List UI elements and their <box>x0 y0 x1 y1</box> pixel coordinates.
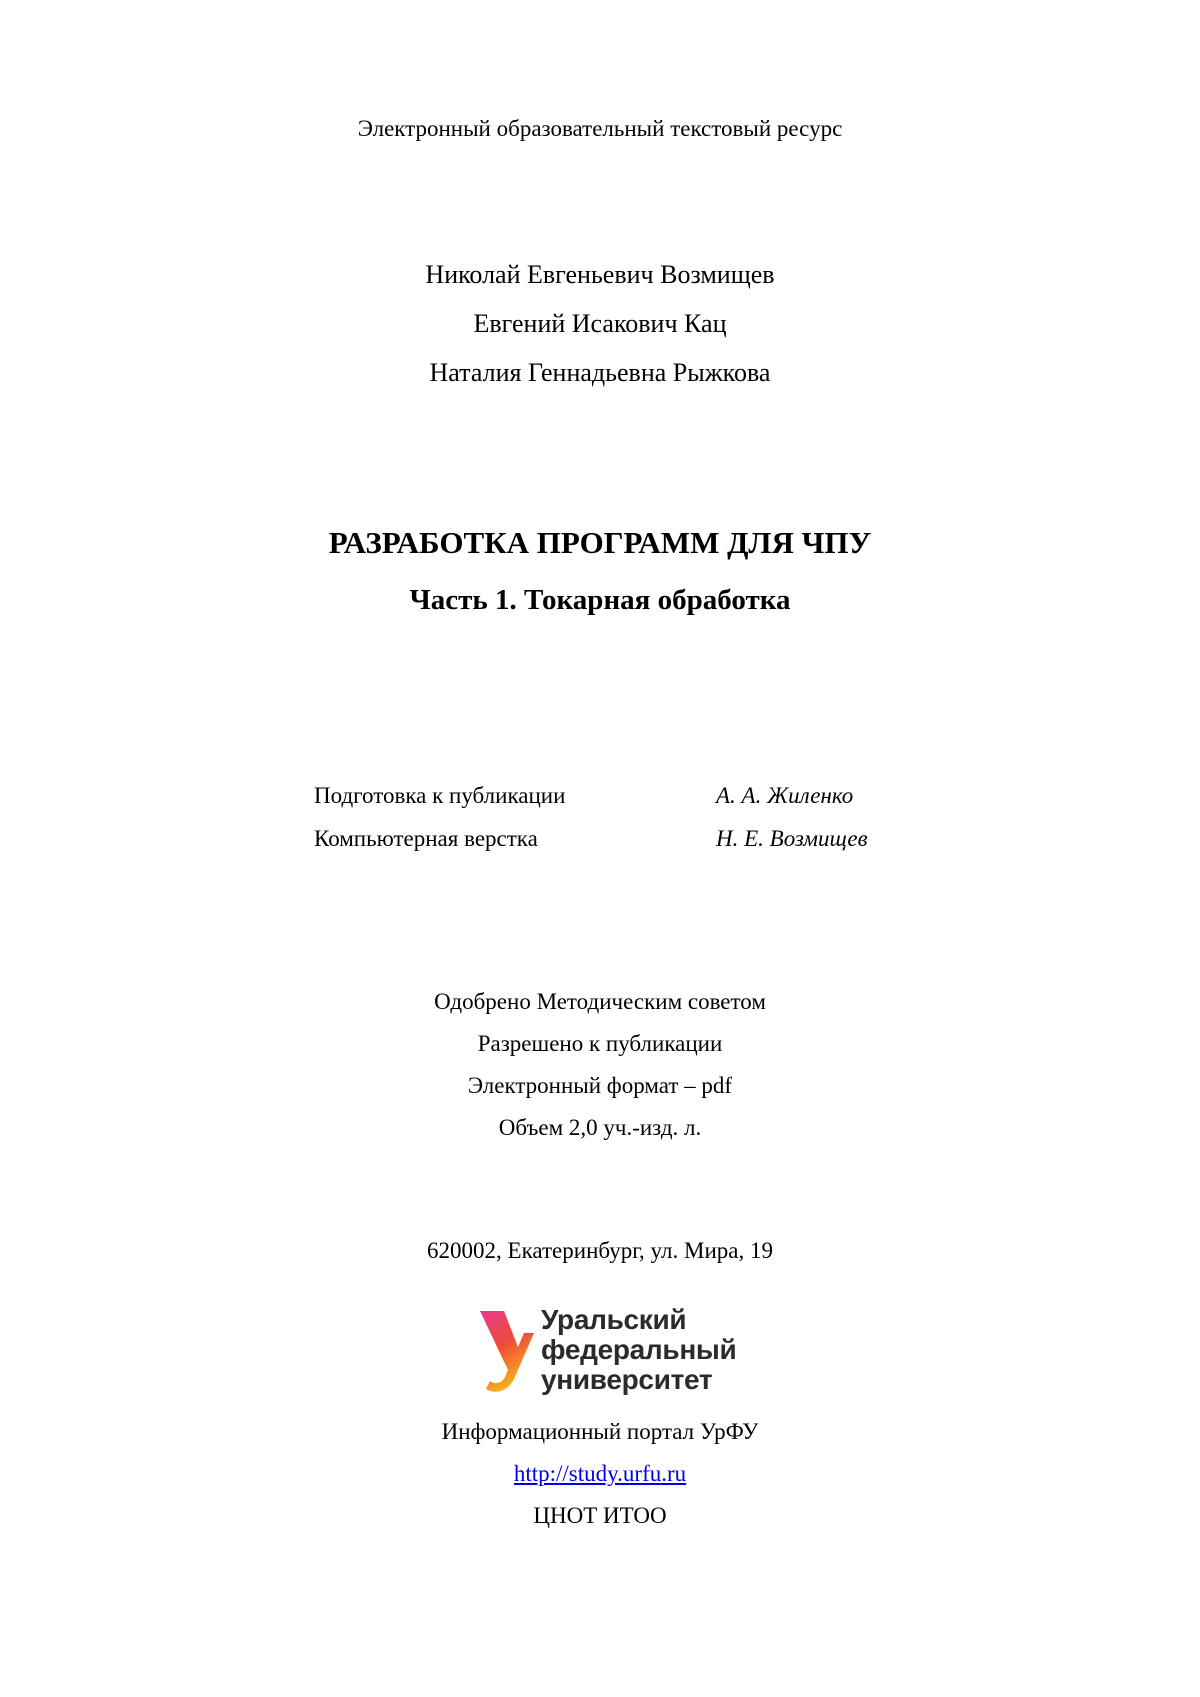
logo-text-line: Уральский <box>541 1304 687 1335</box>
publisher-address: 620002, Екатеринбург, ул. Мира, 19 <box>427 1238 773 1263</box>
credit-role: Компьютерная верстка <box>314 826 538 851</box>
portal-link[interactable]: http://study.urfu.ru <box>513 1461 687 1486</box>
approval-line: Разрешено к публикации <box>477 1031 723 1056</box>
urfu-logo <box>478 1305 738 1397</box>
book-title: РАЗРАБОТКА ПРОГРАММ ДЛЯ ЧПУ <box>328 525 872 560</box>
credit-role: Подготовка к публикации <box>314 783 566 808</box>
logo-text-line: университет <box>541 1364 713 1395</box>
author-name: Наталия Геннадьевна Рыжкова <box>429 358 771 387</box>
book-subtitle: Часть 1. Токарная обработка <box>409 584 791 616</box>
approval-line: Объем 2,0 уч.-изд. л. <box>498 1115 702 1140</box>
urfu-logo-text <box>541 1305 736 1395</box>
logo-text-line: федеральный <box>541 1334 737 1365</box>
approval-line: Электронный формат – pdf <box>467 1073 733 1098</box>
author-name: Евгений Исакович Кац <box>473 309 727 338</box>
portal-label: Информационный портал УрФУ <box>441 1419 759 1444</box>
author-name: Николай Евгеньевич Возмищев <box>425 260 775 289</box>
urfu-logo-mark-icon <box>478 1307 538 1395</box>
credit-person: Н. Е. Возмищев <box>716 826 868 851</box>
department-name: ЦНОТ ИТОО <box>533 1503 667 1528</box>
approval-line: Одобрено Методическим советом <box>434 989 766 1014</box>
credit-person: А. А. Жиленко <box>716 783 854 808</box>
portal-link-row <box>0 1459 1200 1489</box>
resource-type-line: Электронный образовательный текстовый ресурс <box>357 116 843 141</box>
